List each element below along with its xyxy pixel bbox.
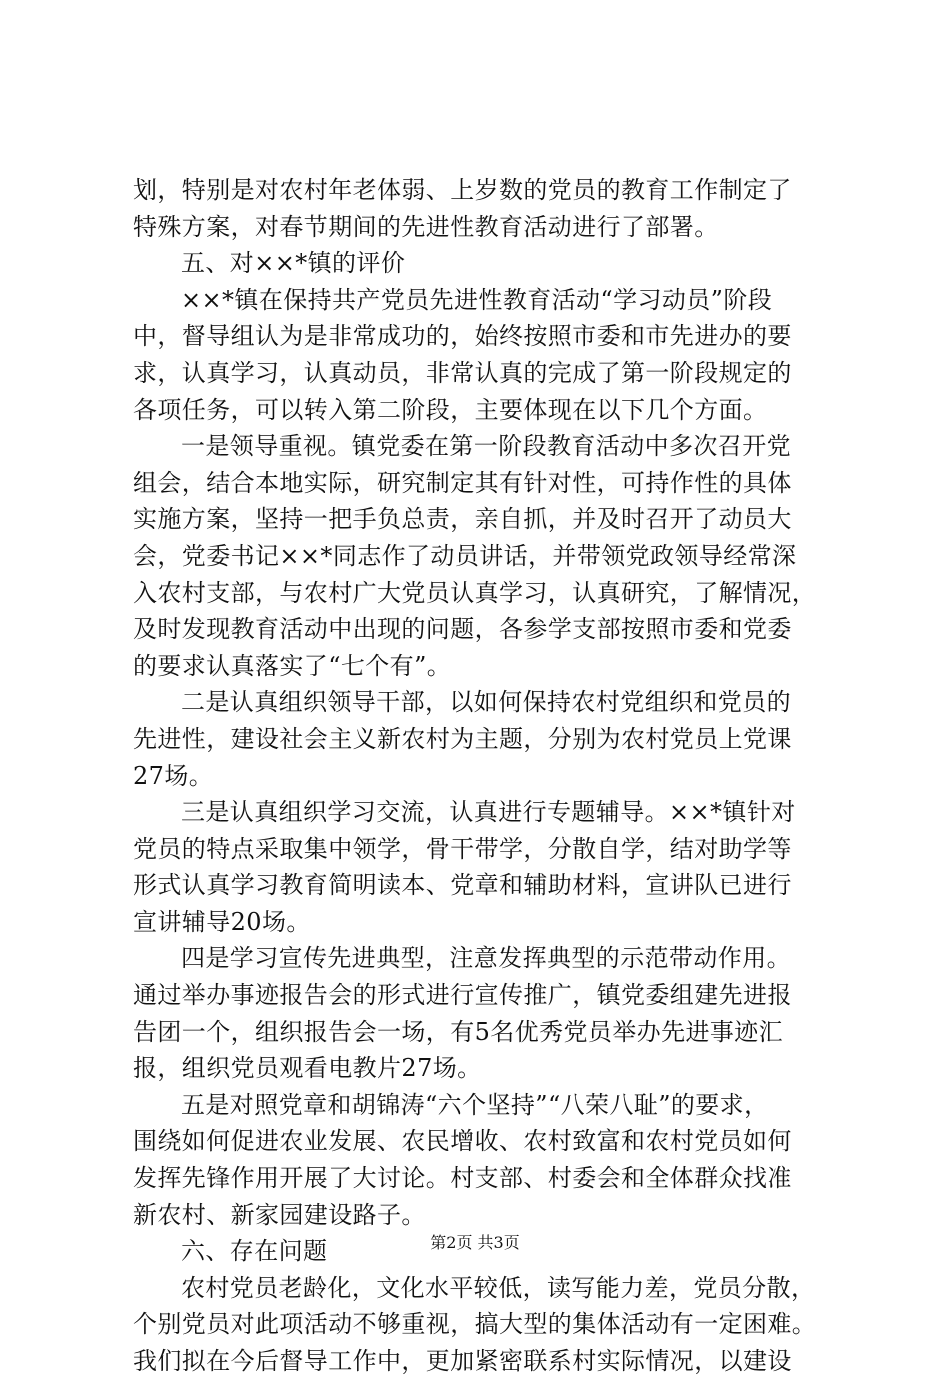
text-line: 五是对照党章和胡锦涛“六个坚持”“八荣八耻”的要求， [181, 1090, 769, 1119]
text-line: 三是认真组织学习交流，认真进行专题辅导。××*镇针对 [181, 798, 796, 827]
text-line: 求，认真学习，认真动员，非常认真的完成了第一阶段规定的 [133, 358, 792, 387]
text-line: 及时发现教育活动中出现的问题，各参学支部按照市委和党委 [133, 615, 792, 644]
text-line: 实施方案，坚持一把手负总责，亲自抓，并及时召开了动员大 [133, 505, 792, 534]
text-line: 一是领导重视。镇党委在第一阶段教育活动中多次召开党 [181, 432, 791, 461]
text-line: 我们拟在今后督导工作中，更加紧密联系村实际情况，以建设 [133, 1347, 792, 1375]
text-line: 六、存在问题 [181, 1237, 328, 1266]
text-line: 入农村支部，与农村广大党员认真学习，认真研究，了解情况， [133, 578, 817, 607]
text-line: 各项任务，可以转入第二阶段，主要体现在以下几个方面。 [133, 395, 768, 424]
text-line: 五、对××*镇的评价 [181, 249, 406, 278]
text-line: 党员的特点采取集中领学，骨干带学，分散自学，结对助学等 [133, 834, 792, 863]
text-line: 通过举办事迹报告会的形式进行宣传推广，镇党委组建先进报 [133, 981, 792, 1010]
text-line: 报，组织党员观看电教片27场。 [133, 1054, 482, 1083]
text-line: 农村党员老龄化，文化水平较低，读写能力差，党员分散， [181, 1273, 816, 1302]
page-footer: 第2页 共3页 [430, 1233, 520, 1252]
text-line: 个别党员对此项活动不够重视，搞大型的集体活动有一定困难。 [133, 1310, 817, 1339]
text-line: 新农村、新家园建设路子。 [133, 1200, 426, 1229]
text-line: 宣讲辅导20场。 [133, 907, 311, 936]
text-line: 划，特别是对农村年老体弱、上岁数的党员的教育工作制定了 [133, 176, 792, 204]
text-line: 告团一个，组织报告会一场，有5名优秀党员举办先进事迹汇 [133, 1017, 784, 1046]
text-line: 特殊方案，对春节期间的先进性教育活动进行了部署。 [133, 212, 719, 241]
document-body [133, 172, 833, 1380]
text-line: 二是认真组织领导干部，以如何保持农村党组织和党员的 [181, 688, 791, 717]
text-line: 27场。 [133, 761, 214, 790]
text-line: 四是学习宣传先进典型，注意发挥典型的示范带动作用。 [181, 944, 791, 973]
text-line: 发挥先锋作用开展了大讨论。村支部、村委会和全体群众找准 [133, 1164, 792, 1193]
text-line: ××*镇在保持共产党员先进性教育活动“学习动员”阶段 [181, 285, 773, 314]
text-line: 先进性，建设社会主义新农村为主题，分别为农村党员上党课 [133, 724, 792, 753]
text-line: 中，督导组认为是非常成功的，始终按照市委和市先进办的要 [133, 322, 792, 351]
text-line: 组会，结合本地实际，研究制定其有针对性，可持作性的具体 [133, 468, 792, 497]
text-line: 的要求认真落实了“七个有”。 [133, 651, 452, 680]
text-line: 形式认真学习教育简明读本、党章和辅助材料，宣讲队已进行 [133, 871, 792, 900]
text-line: 会，党委书记××*同志作了动员讲话，并带领党政领导经常深 [133, 541, 797, 570]
text-line: 围绕如何促进农业发展、农民增收、农村致富和农村党员如何 [133, 1127, 792, 1156]
